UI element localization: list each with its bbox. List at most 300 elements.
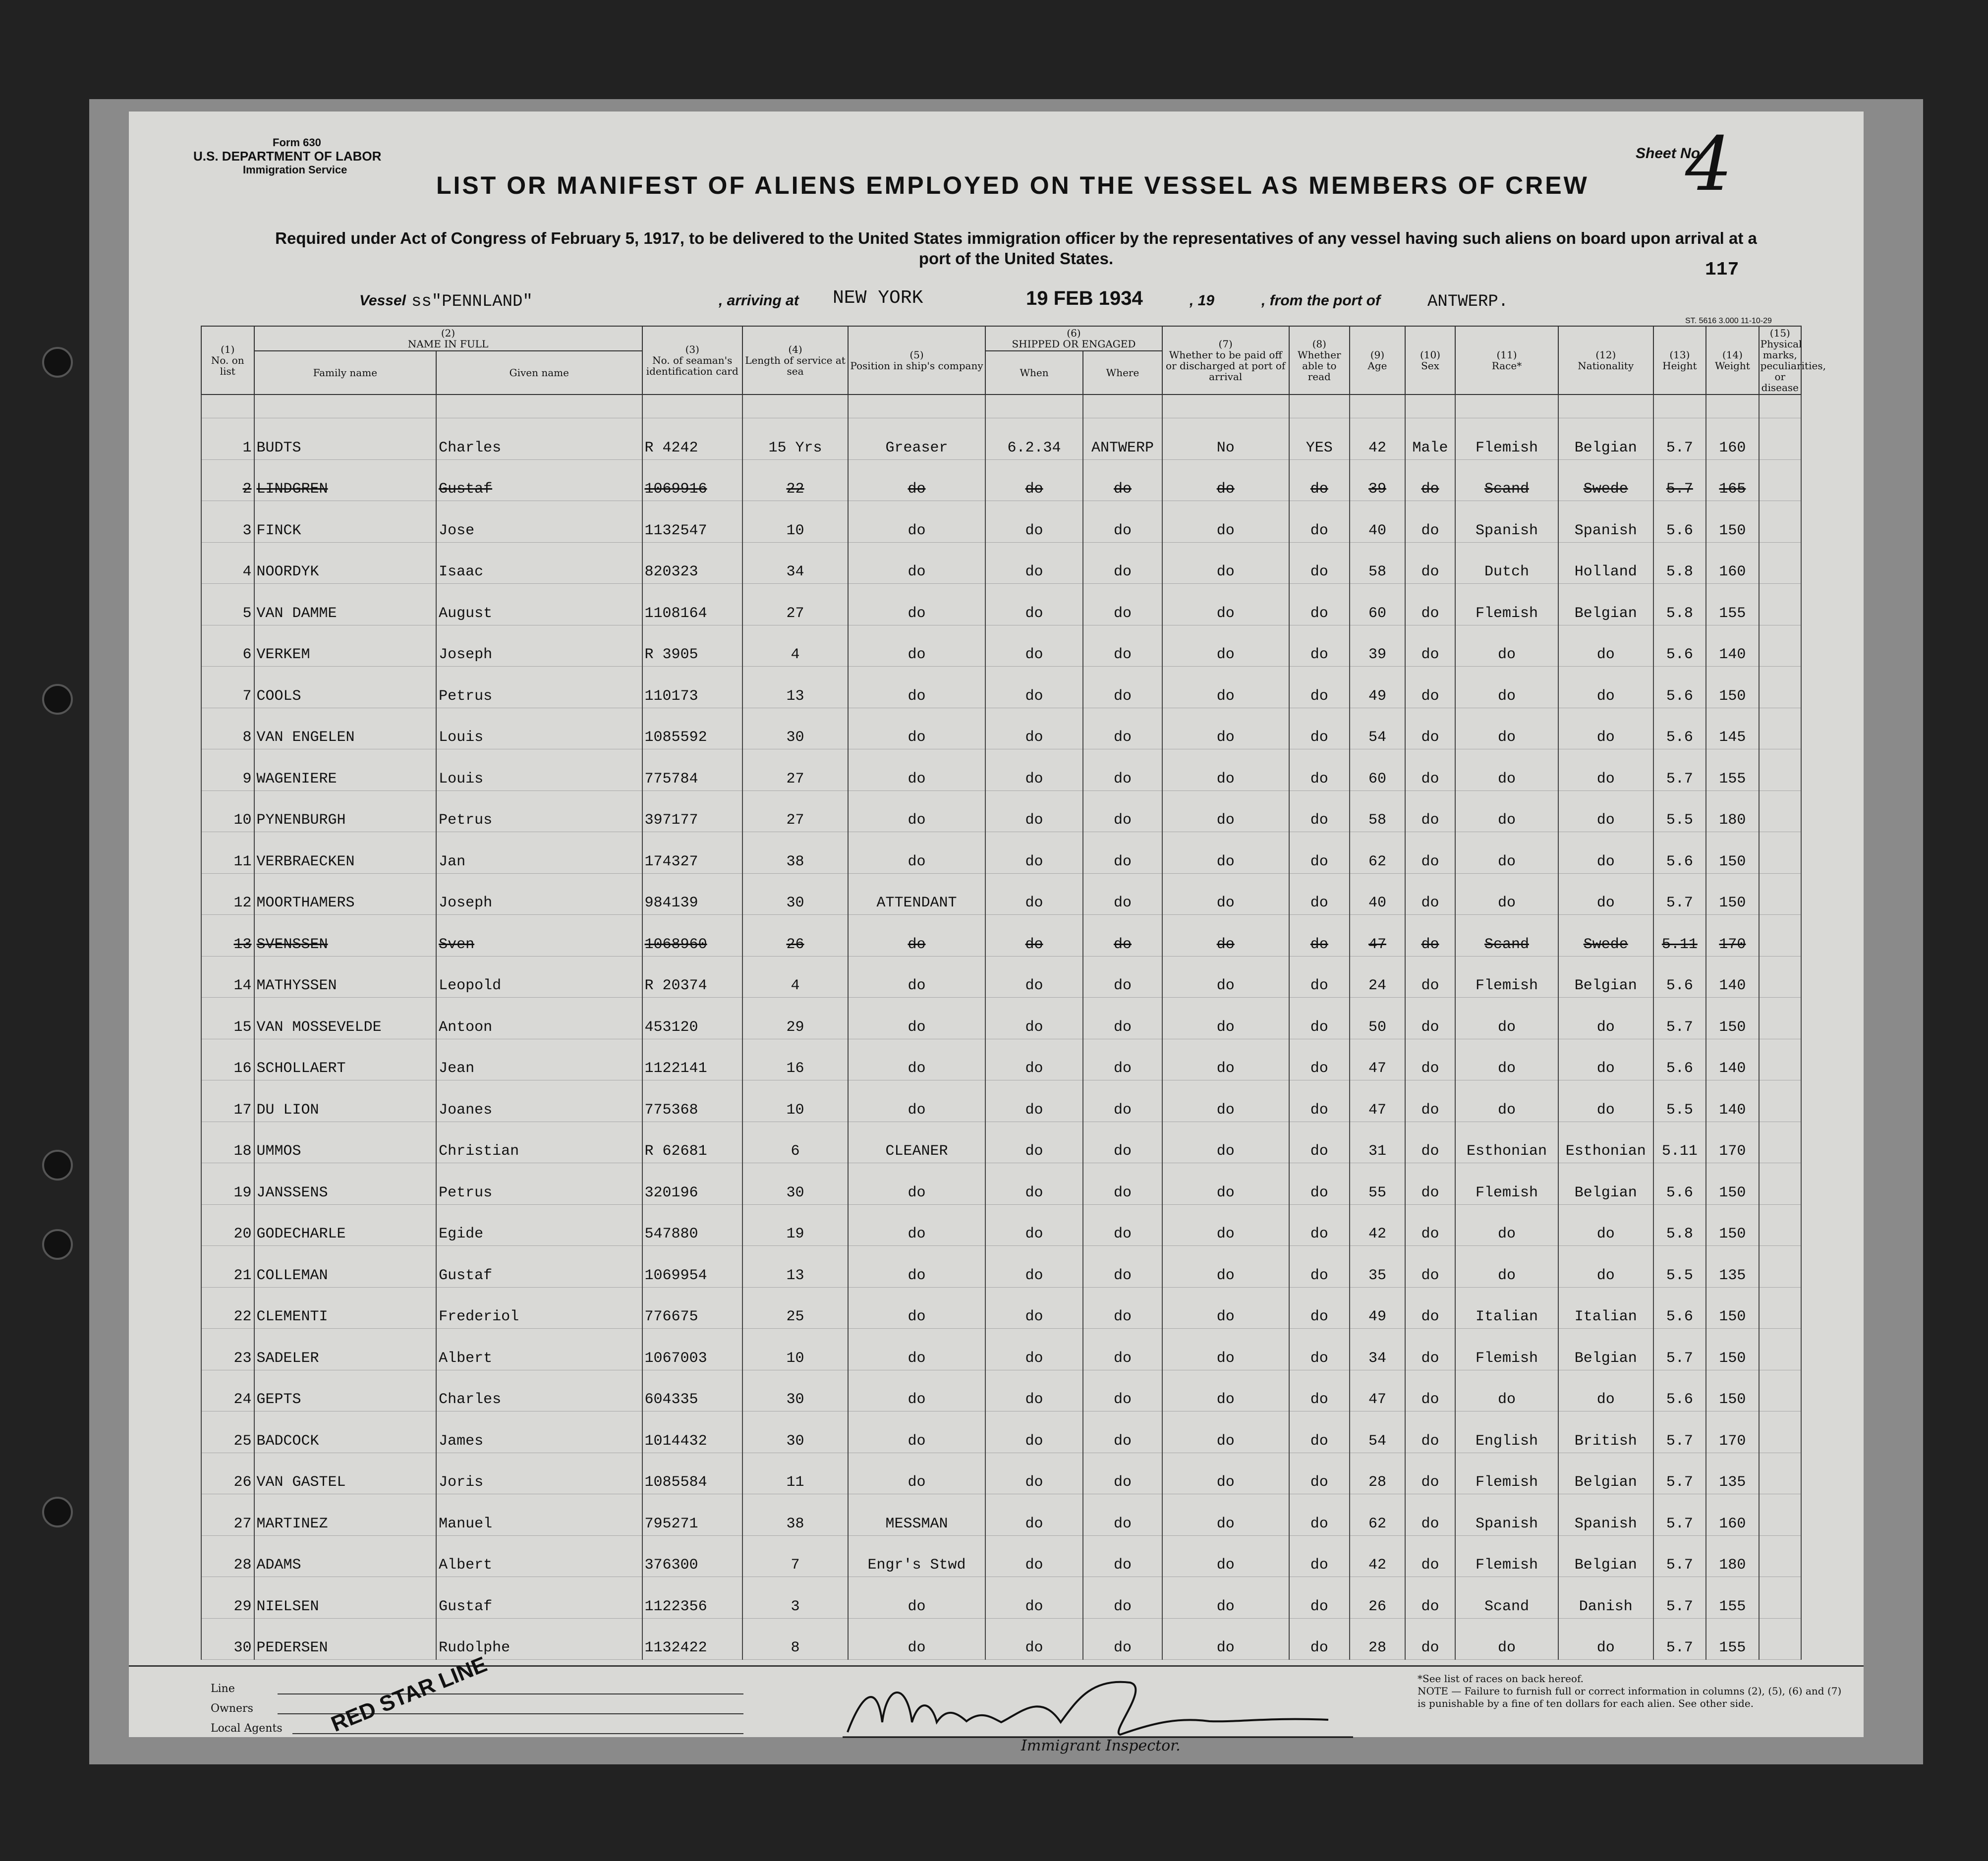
family-name-cell: COLLEMAN (254, 1246, 437, 1288)
row-number-cell: 13 (201, 915, 254, 957)
family-name-cell: BUDTS (254, 418, 437, 460)
weight-cell: 180 (1706, 1535, 1759, 1577)
shipped-where-cell: do (1083, 542, 1162, 584)
header-nationality: (12) Nationality (1558, 326, 1653, 395)
shipped-when-cell: do (985, 1039, 1083, 1080)
height-cell: 5.6 (1653, 1163, 1706, 1205)
age-cell: 54 (1350, 1411, 1405, 1453)
height-cell: 5.6 (1653, 501, 1706, 543)
race-cell: do (1455, 1204, 1558, 1246)
family-name-cell: MARTINEZ (254, 1494, 437, 1536)
length-of-service-cell: 4 (742, 956, 848, 998)
position-cell: do (848, 1163, 985, 1205)
nationality-cell: Belgian (1558, 1329, 1653, 1370)
shipped-when-cell: do (985, 667, 1083, 708)
seaman-card-number-cell: 1085592 (642, 708, 742, 749)
race-cell: do (1455, 708, 1558, 749)
paid-off-cell: do (1162, 832, 1289, 874)
position-cell: CLEANER (848, 1122, 985, 1163)
length-of-service-cell: 13 (742, 1246, 848, 1288)
table-spacer-row (201, 395, 1801, 418)
age-cell: 62 (1350, 1494, 1405, 1536)
date-stamp: 19 FEB 1934 (1026, 287, 1143, 309)
family-name-cell: PEDERSEN (254, 1618, 437, 1660)
family-name-cell: MATHYSSEN (254, 956, 437, 998)
table-row (201, 708, 1801, 749)
age-cell: 42 (1350, 418, 1405, 460)
family-name-cell: VERKEM (254, 625, 437, 667)
year-label: , 19 (1190, 292, 1215, 309)
shipped-when-cell: do (985, 542, 1083, 584)
seaman-card-number-cell: 1068960 (642, 915, 742, 957)
sex-cell: do (1405, 625, 1455, 667)
form-code: ST. 5616 3.000 11-10-29 (1685, 317, 1772, 325)
sex-cell: do (1405, 1246, 1455, 1288)
age-cell: 39 (1350, 459, 1405, 501)
race-cell: Flemish (1455, 1453, 1558, 1494)
age-cell: 26 (1350, 1577, 1405, 1619)
able-to-read-cell: do (1289, 1122, 1350, 1163)
shipped-when-cell: do (985, 459, 1083, 501)
form-number: Form 630 (273, 136, 321, 149)
shipped-when-cell: do (985, 1163, 1083, 1205)
paid-off-cell: do (1162, 956, 1289, 998)
nationality-cell: Spanish (1558, 1494, 1653, 1536)
age-cell: 35 (1350, 1246, 1405, 1288)
race-cell: do (1455, 749, 1558, 791)
family-name-cell: FINCK (254, 501, 437, 543)
given-name-cell: Egide (436, 1204, 642, 1246)
seaman-card-number-cell: R 62681 (642, 1122, 742, 1163)
sex-cell: do (1405, 708, 1455, 749)
weight-cell: 155 (1706, 584, 1759, 625)
shipped-where-cell: do (1083, 584, 1162, 625)
given-name-cell: Albert (436, 1535, 642, 1577)
paid-off-cell: do (1162, 873, 1289, 915)
weight-cell: 140 (1706, 956, 1759, 998)
seaman-card-number-cell: 1067003 (642, 1329, 742, 1370)
from-label: , from the port of (1261, 292, 1380, 309)
shipped-where-cell: do (1083, 708, 1162, 749)
binder-hole (42, 684, 73, 715)
race-cell: do (1455, 1246, 1558, 1288)
shipped-when-cell: do (985, 790, 1083, 832)
weight-cell: 140 (1706, 1080, 1759, 1122)
length-of-service-cell: 22 (742, 459, 848, 501)
length-of-service-cell: 10 (742, 1080, 848, 1122)
row-number-cell: 9 (201, 749, 254, 791)
weight-cell: 155 (1706, 1577, 1759, 1619)
given-name-cell: Gustaf (436, 1577, 642, 1619)
physical-marks-cell (1759, 749, 1801, 791)
shipped-where-cell: do (1083, 1080, 1162, 1122)
nationality-cell: do (1558, 708, 1653, 749)
table-row (201, 459, 1801, 501)
shipped-when-cell: do (985, 708, 1083, 749)
nationality-cell: do (1558, 873, 1653, 915)
position-cell: do (848, 542, 985, 584)
family-name-cell: ADAMS (254, 1535, 437, 1577)
seaman-card-number-cell: 776675 (642, 1287, 742, 1329)
physical-marks-cell (1759, 998, 1801, 1039)
given-name-cell: Manuel (436, 1494, 642, 1536)
header-where: Where (1083, 351, 1162, 395)
age-cell: 60 (1350, 584, 1405, 625)
paid-off-cell: do (1162, 749, 1289, 791)
position-cell: ATTENDANT (848, 873, 985, 915)
shipped-when-cell: do (985, 956, 1083, 998)
paid-off-cell: do (1162, 501, 1289, 543)
height-cell: 5.7 (1653, 1618, 1706, 1660)
family-name-cell: LINDGREN (254, 459, 437, 501)
header-given-name: Given name (436, 351, 642, 395)
sex-cell: do (1405, 1618, 1455, 1660)
given-name-cell: Christian (436, 1122, 642, 1163)
physical-marks-cell (1759, 667, 1801, 708)
table-row (201, 1246, 1801, 1288)
position-cell: do (848, 1618, 985, 1660)
row-number-cell: 16 (201, 1039, 254, 1080)
family-name-cell: VAN DAMME (254, 584, 437, 625)
position-cell: do (848, 1039, 985, 1080)
height-cell: 5.7 (1653, 1577, 1706, 1619)
row-number-cell: 12 (201, 873, 254, 915)
race-cell: do (1455, 790, 1558, 832)
able-to-read-cell: do (1289, 790, 1350, 832)
shipped-where-cell: do (1083, 1039, 1162, 1080)
owners-label: Owners (211, 1702, 253, 1715)
table-row (201, 1122, 1801, 1163)
weight-cell: 160 (1706, 1494, 1759, 1536)
sex-cell: do (1405, 1577, 1455, 1619)
length-of-service-cell: 26 (742, 915, 848, 957)
able-to-read-cell: do (1289, 1246, 1350, 1288)
physical-marks-cell (1759, 1204, 1801, 1246)
table-row (201, 873, 1801, 915)
given-name-cell: Gustaf (436, 1246, 642, 1288)
sex-cell: do (1405, 790, 1455, 832)
paid-off-cell: do (1162, 1411, 1289, 1453)
family-name-cell: PYNENBURGH (254, 790, 437, 832)
height-cell: 5.7 (1653, 873, 1706, 915)
arriving-label: , arriving at (719, 292, 799, 309)
race-cell: Flemish (1455, 584, 1558, 625)
family-name-cell: WAGENIERE (254, 749, 437, 791)
height-cell: 5.7 (1653, 459, 1706, 501)
shipped-when-cell: do (985, 749, 1083, 791)
row-number-cell: 5 (201, 584, 254, 625)
paid-off-cell: do (1162, 998, 1289, 1039)
table-row (201, 542, 1801, 584)
nationality-cell: do (1558, 832, 1653, 874)
table-row (201, 1329, 1801, 1370)
given-name-cell: Joris (436, 1453, 642, 1494)
nationality-cell: do (1558, 1246, 1653, 1288)
seaman-card-number-cell: R 4242 (642, 418, 742, 460)
able-to-read-cell: do (1289, 749, 1350, 791)
able-to-read-cell: do (1289, 1080, 1350, 1122)
height-cell: 5.8 (1653, 542, 1706, 584)
length-of-service-cell: 15 Yrs (742, 418, 848, 460)
length-of-service-cell: 7 (742, 1535, 848, 1577)
family-name-cell: SCHOLLAERT (254, 1039, 437, 1080)
sex-cell: do (1405, 1535, 1455, 1577)
able-to-read-cell: do (1289, 915, 1350, 957)
nationality-cell: do (1558, 998, 1653, 1039)
shipped-where-cell: do (1083, 790, 1162, 832)
able-to-read-cell: do (1289, 1329, 1350, 1370)
position-cell: do (848, 1329, 985, 1370)
header-shipped: (6) SHIPPED OR ENGAGED (985, 326, 1162, 351)
header-length-service: (4) Length of service at sea (742, 326, 848, 395)
vessel-name: ss"PENNLAND" (411, 292, 533, 311)
nationality-cell: do (1558, 667, 1653, 708)
seaman-card-number-cell: 604335 (642, 1370, 742, 1411)
header-race: (11) Race* (1455, 326, 1558, 395)
row-number-cell: 29 (201, 1577, 254, 1619)
row-number-cell: 19 (201, 1163, 254, 1205)
shipped-when-cell: do (985, 1411, 1083, 1453)
vessel-label-text: Vessel (359, 292, 406, 309)
physical-marks-cell (1759, 1411, 1801, 1453)
race-cell: Italian (1455, 1287, 1558, 1329)
weight-cell: 155 (1706, 749, 1759, 791)
shipped-where-cell: do (1083, 749, 1162, 791)
row-number-cell: 10 (201, 790, 254, 832)
nationality-cell: Holland (1558, 542, 1653, 584)
race-cell: Scand (1455, 1577, 1558, 1619)
sheet-number: 4 (1685, 121, 1733, 208)
position-cell: do (848, 749, 985, 791)
physical-marks-cell (1759, 542, 1801, 584)
table-row (201, 1204, 1801, 1246)
length-of-service-cell: 27 (742, 790, 848, 832)
physical-marks-cell (1759, 1039, 1801, 1080)
shipped-where-cell: do (1083, 1122, 1162, 1163)
age-cell: 34 (1350, 1329, 1405, 1370)
row-number-cell: 7 (201, 667, 254, 708)
able-to-read-cell: do (1289, 1453, 1350, 1494)
length-of-service-cell: 27 (742, 584, 848, 625)
seaman-card-number-cell: 1085584 (642, 1453, 742, 1494)
paid-off-cell: do (1162, 915, 1289, 957)
physical-marks-cell (1759, 418, 1801, 460)
table-row (201, 1287, 1801, 1329)
arriving-port: NEW YORK (833, 287, 923, 309)
age-cell: 40 (1350, 873, 1405, 915)
family-name-cell: DU LION (254, 1080, 437, 1122)
paid-off-cell: do (1162, 1494, 1289, 1536)
paid-off-cell: do (1162, 1163, 1289, 1205)
paid-off-cell: do (1162, 1039, 1289, 1080)
family-name-cell: BADCOCK (254, 1411, 437, 1453)
paid-off-cell: do (1162, 790, 1289, 832)
table-row (201, 625, 1801, 667)
shipped-where-cell: do (1083, 832, 1162, 874)
nationality-cell: Belgian (1558, 418, 1653, 460)
seaman-card-number-cell: 1132422 (642, 1618, 742, 1660)
row-number-cell: 8 (201, 708, 254, 749)
age-cell: 58 (1350, 542, 1405, 584)
weight-cell: 150 (1706, 1204, 1759, 1246)
table-row (201, 1577, 1801, 1619)
height-cell: 5.7 (1653, 418, 1706, 460)
page-title: LIST OR MANIFEST OF ALIENS EMPLOYED ON THE VESSEL AS MEMBERS OF CREW (436, 171, 1589, 199)
page-subtitle: Required under Act of Congress of February 5, 1917, to be delivered to the United States immigration officer by the representatives of any vessel having such aliens on board upon arrival at a port of the United States. (275, 229, 1757, 268)
given-name-cell: Petrus (436, 790, 642, 832)
sex-cell: Male (1405, 418, 1455, 460)
binder-hole (42, 1229, 73, 1260)
seaman-card-number-cell: 1069916 (642, 459, 742, 501)
table-row (201, 998, 1801, 1039)
position-cell: do (848, 584, 985, 625)
row-number-cell: 25 (201, 1411, 254, 1453)
sex-cell: do (1405, 459, 1455, 501)
sex-cell: do (1405, 1204, 1455, 1246)
age-cell: 50 (1350, 998, 1405, 1039)
sex-cell: do (1405, 873, 1455, 915)
table-row (201, 1163, 1801, 1205)
height-cell: 5.6 (1653, 1287, 1706, 1329)
able-to-read-cell: do (1289, 1535, 1350, 1577)
nationality-cell: do (1558, 625, 1653, 667)
seaman-card-number-cell: 1122356 (642, 1577, 742, 1619)
paid-off-cell: do (1162, 1329, 1289, 1370)
shipped-where-cell: do (1083, 1411, 1162, 1453)
length-of-service-cell: 16 (742, 1039, 848, 1080)
shipped-where-cell: do (1083, 1494, 1162, 1536)
shipped-when-cell: do (985, 1246, 1083, 1288)
shipped-when-cell: do (985, 1329, 1083, 1370)
shipped-where-cell: do (1083, 915, 1162, 957)
able-to-read-cell: do (1289, 459, 1350, 501)
line-underline (278, 1693, 743, 1694)
able-to-read-cell: do (1289, 667, 1350, 708)
shipped-where-cell: do (1083, 501, 1162, 543)
inspector-label: Immigrant Inspector. (1021, 1737, 1181, 1754)
seaman-card-number-cell: 795271 (642, 1494, 742, 1536)
physical-marks-cell (1759, 1494, 1801, 1536)
nationality-cell: do (1558, 1370, 1653, 1411)
seaman-card-number-cell: 174327 (642, 832, 742, 874)
height-cell: 5.6 (1653, 1039, 1706, 1080)
sex-cell: do (1405, 501, 1455, 543)
table-row (201, 790, 1801, 832)
length-of-service-cell: 30 (742, 873, 848, 915)
nationality-cell: Belgian (1558, 1535, 1653, 1577)
position-cell: do (848, 501, 985, 543)
shipped-where-cell: do (1083, 625, 1162, 667)
race-cell: do (1455, 998, 1558, 1039)
shipped-where-cell: do (1083, 1453, 1162, 1494)
age-cell: 62 (1350, 832, 1405, 874)
physical-marks-cell (1759, 1163, 1801, 1205)
table-row (201, 1453, 1801, 1494)
sex-cell: do (1405, 584, 1455, 625)
seaman-card-number-cell: 547880 (642, 1204, 742, 1246)
height-cell: 5.5 (1653, 1246, 1706, 1288)
shipped-when-cell: do (985, 1122, 1083, 1163)
paid-off-cell: do (1162, 1080, 1289, 1122)
able-to-read-cell: do (1289, 832, 1350, 874)
shipped-when-cell: do (985, 501, 1083, 543)
race-cell: English (1455, 1411, 1558, 1453)
length-of-service-cell: 11 (742, 1453, 848, 1494)
race-cell: Flemish (1455, 956, 1558, 998)
sex-cell: do (1405, 1287, 1455, 1329)
vessel-label (359, 292, 406, 309)
family-name-cell: JANSSENS (254, 1163, 437, 1205)
position-cell: do (848, 1080, 985, 1122)
race-cell: do (1455, 667, 1558, 708)
shipped-where-cell: do (1083, 1535, 1162, 1577)
physical-marks-cell (1759, 790, 1801, 832)
physical-marks-cell (1759, 1287, 1801, 1329)
table-row (201, 1535, 1801, 1577)
header-height: (13) Height (1653, 326, 1706, 395)
service-name: Immigration Service (243, 164, 347, 176)
header-sex: (10) Sex (1405, 326, 1455, 395)
given-name-cell: Petrus (436, 1163, 642, 1205)
seaman-card-number-cell: 1122141 (642, 1039, 742, 1080)
able-to-read-cell: do (1289, 1618, 1350, 1660)
paid-off-cell: do (1162, 625, 1289, 667)
shipped-when-cell: do (985, 832, 1083, 874)
able-to-read-cell: do (1289, 998, 1350, 1039)
physical-marks-cell (1759, 1453, 1801, 1494)
row-number-cell: 15 (201, 998, 254, 1039)
shipped-where-cell: do (1083, 998, 1162, 1039)
able-to-read-cell: do (1289, 1370, 1350, 1411)
weight-cell: 135 (1706, 1453, 1759, 1494)
given-name-cell: Jose (436, 501, 642, 543)
position-cell: do (848, 832, 985, 874)
seaman-card-number-cell: 376300 (642, 1535, 742, 1577)
shipped-when-cell: 6.2.34 (985, 418, 1083, 460)
given-name-cell: Antoon (436, 998, 642, 1039)
sex-cell: do (1405, 1329, 1455, 1370)
row-number-cell: 2 (201, 459, 254, 501)
shipped-when-cell: do (985, 1494, 1083, 1536)
row-number-cell: 28 (201, 1535, 254, 1577)
nationality-cell: Italian (1558, 1287, 1653, 1329)
age-cell: 47 (1350, 915, 1405, 957)
weight-cell: 160 (1706, 542, 1759, 584)
age-cell: 60 (1350, 749, 1405, 791)
given-name-cell: James (436, 1411, 642, 1453)
able-to-read-cell: do (1289, 584, 1350, 625)
nationality-cell: British (1558, 1411, 1653, 1453)
height-cell: 5.7 (1653, 1411, 1706, 1453)
race-cell: Scand (1455, 459, 1558, 501)
row-number-cell: 1 (201, 418, 254, 460)
paid-off-cell: do (1162, 1370, 1289, 1411)
table-row (201, 915, 1801, 957)
sex-cell: do (1405, 1494, 1455, 1536)
sex-cell: do (1405, 1039, 1455, 1080)
length-of-service-cell: 13 (742, 667, 848, 708)
race-cell: do (1455, 1080, 1558, 1122)
nationality-cell: Belgian (1558, 956, 1653, 998)
shipped-where-cell: do (1083, 1370, 1162, 1411)
position-cell: do (848, 625, 985, 667)
length-of-service-cell: 30 (742, 1163, 848, 1205)
race-cell: Esthonian (1455, 1122, 1558, 1163)
row-number-cell: 24 (201, 1370, 254, 1411)
seaman-card-number-cell: 1069954 (642, 1246, 742, 1288)
race-cell: do (1455, 625, 1558, 667)
position-cell: do (848, 708, 985, 749)
